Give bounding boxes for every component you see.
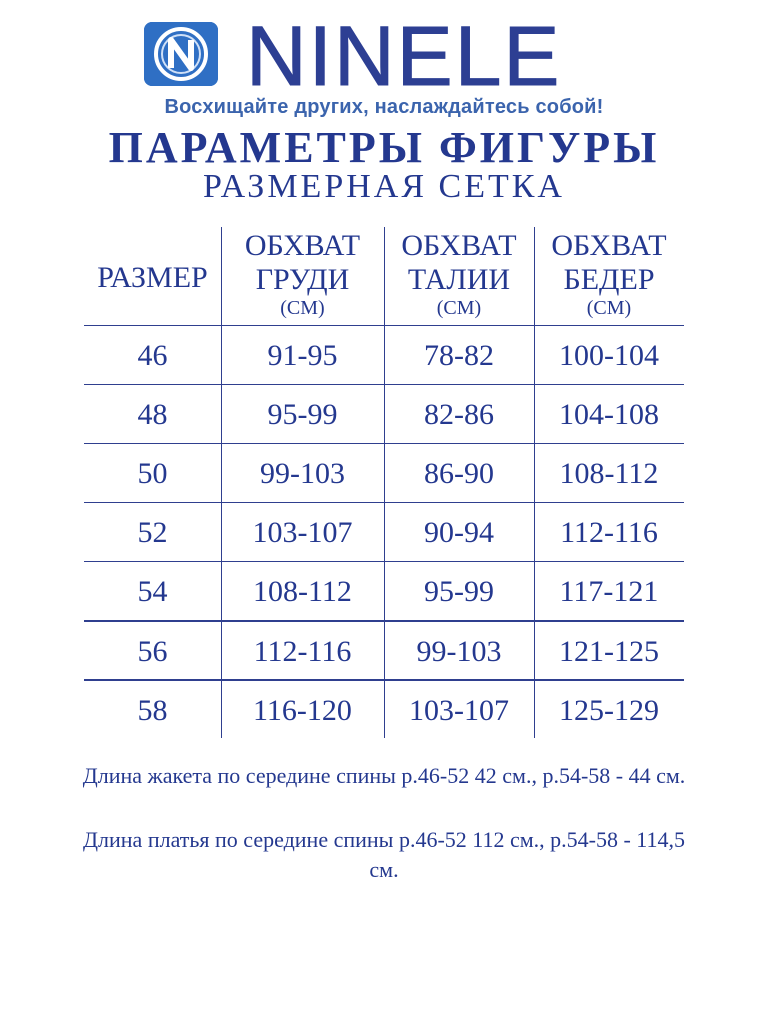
jacket-length-note: Длина жакета по середине спины р.46-52 42 см., р.54-58 - 44 см. [82,763,686,788]
size-cell: 48 [137,398,168,431]
hips-cell: 104-108 [559,398,659,431]
dress-length-note: Длина платья по середине спины р.46-52 112 см., р.54-58 - 114,5 см. [83,827,685,882]
hips-cell: 125-129 [559,694,659,727]
chest-cell: 116-120 [253,694,352,727]
page-subtitle: РАЗМЕРНАЯ СЕТКА [203,168,565,205]
hips-cell: 121-125 [559,635,659,668]
chest-cell: 95-99 [267,398,338,431]
waist-cell: 86-90 [424,457,494,490]
column-divider [534,227,535,738]
logo-emblem-icon [144,22,218,86]
waist-cell: 95-99 [424,575,494,608]
chest-cell: 108-112 [253,575,352,608]
waist-cell: 99-103 [416,635,502,668]
header-hips: ОБХВАТ БЕДЕР (СМ) [551,229,667,319]
column-divider [384,227,385,738]
page-title: ПАРАМЕТРЫ ФИГУРЫ [108,123,660,172]
size-cell: 58 [137,694,168,727]
header-chest: ОБХВАТ ГРУДИ (СМ) [244,229,361,319]
waist-cell: 78-82 [424,339,494,372]
header-size: РАЗМЕР [97,261,208,294]
column-divider [221,227,222,738]
size-cell: 50 [137,457,168,490]
size-cell: 52 [137,516,168,549]
brand-name: NINELE [246,9,562,103]
chest-cell: 99-103 [260,457,345,490]
chest-cell: 91-95 [267,339,338,372]
brand-logo [142,9,642,103]
size-cell: 56 [137,635,168,668]
hips-cell: 108-112 [559,457,659,490]
size-cell: 54 [137,575,168,608]
chest-cell: 112-116 [253,635,352,668]
size-cell: 46 [137,339,168,372]
waist-cell: 82-86 [424,398,494,431]
hips-cell: 100-104 [559,339,659,372]
chest-cell: 103-107 [252,516,353,549]
hips-cell: 112-116 [560,516,658,549]
header-waist: ОБХВАТ ТАЛИИ (СМ) [401,229,517,319]
waist-cell: 90-94 [424,516,494,549]
brand-slogan: Восхищайте других, наслаждайтесь собой! [164,96,604,118]
hips-cell: 117-121 [559,575,659,608]
waist-cell: 103-107 [409,694,509,727]
